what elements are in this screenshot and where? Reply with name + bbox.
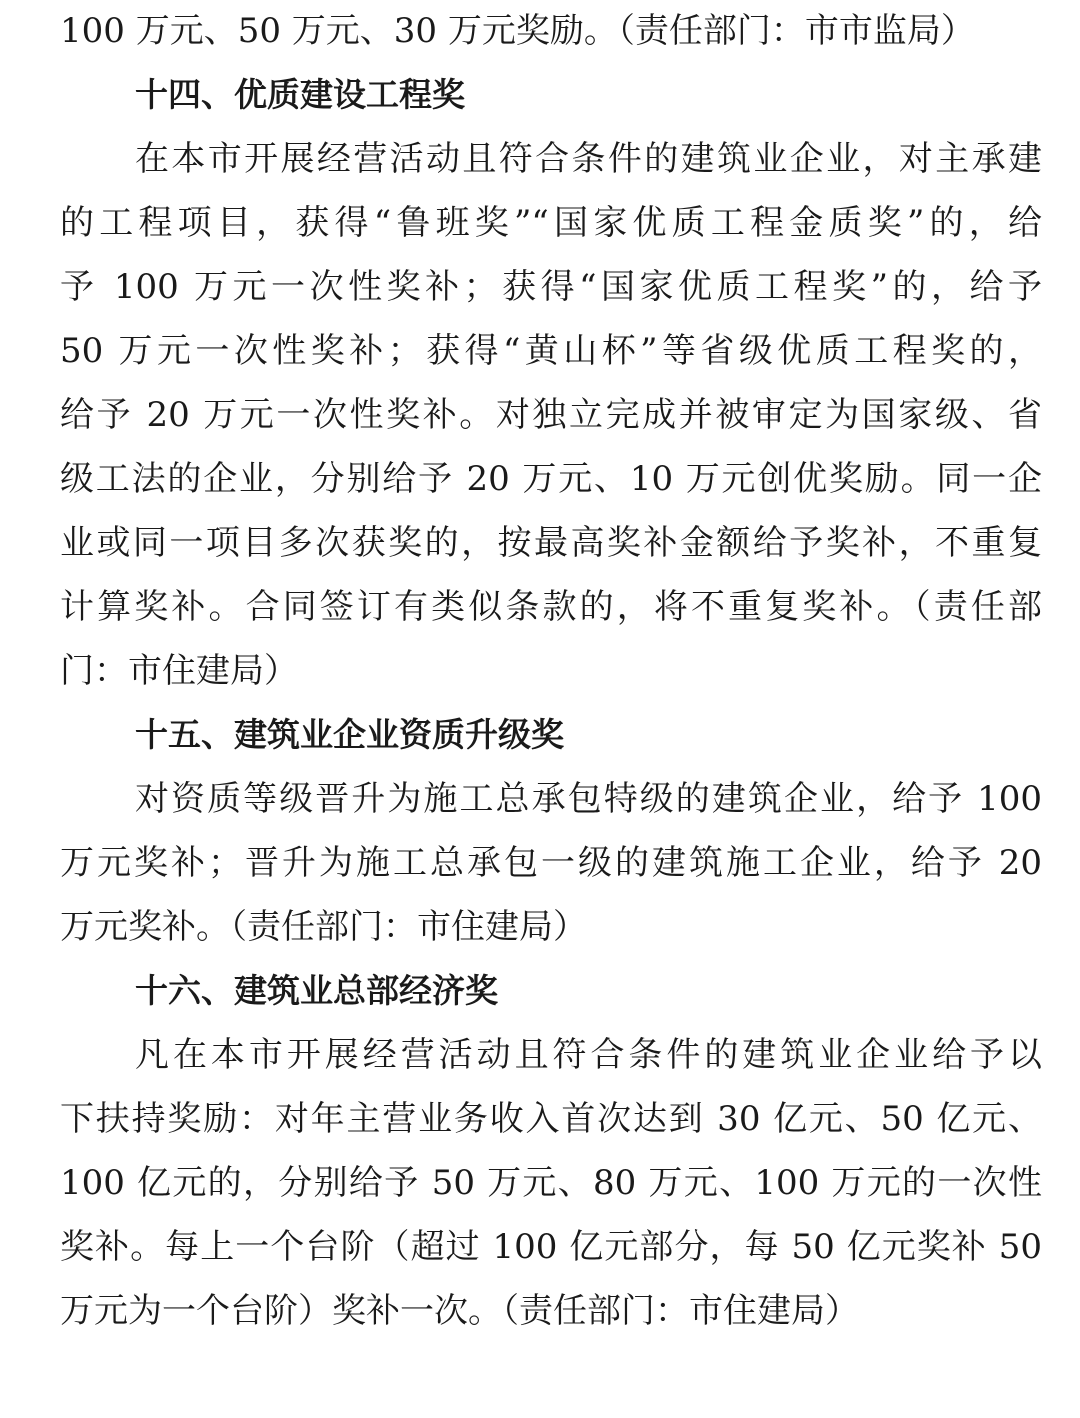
paragraph-line: 业或同一项目多次获奖的，按最高奖补金额给予奖补，不重复 — [60, 523, 1042, 563]
paragraph-line: 对资质等级晋升为施工总承包特级的建筑企业，给予 100 — [135, 779, 1042, 819]
paragraph-line: 给予 20 万元一次性奖补。对独立完成并被审定为国家级、省 — [60, 395, 1042, 435]
paragraph-line: 级工法的企业，分别给予 20 万元、10 万元创优奖励。同一企 — [60, 459, 1042, 499]
paragraph-line: 万元为一个台阶）奖补一次。（责任部门：市住建局） — [60, 1291, 859, 1331]
document-page — [60, 0, 1042, 1343]
paragraph-line: 计算奖补。合同签订有类似条款的，将不重复奖补。（责任部 — [60, 587, 1042, 627]
paragraph-line: 凡在本市开展经营活动且符合条件的建筑业企业给予以 — [135, 1035, 1042, 1075]
paragraph-line: 门：市住建局） — [60, 651, 298, 691]
paragraph-line: 万元奖补；晋升为施工总承包一级的建筑施工企业，给予 20 — [60, 843, 1042, 883]
paragraph-line: 100 亿元的，分别给予 50 万元、80 万元、100 万元的一次性 — [60, 1163, 1042, 1203]
paragraph-line: 的工程项目，获得“鲁班奖”“国家优质工程金质奖”的，给 — [60, 203, 1042, 243]
section-heading-15: 十五、建筑业企业资质升级奖 — [135, 715, 564, 754]
paragraph-line: 奖补。每上一个台阶（超过 100 亿元部分，每 50 亿元奖补 50 — [60, 1227, 1042, 1267]
paragraph-line: 50 万元一次性奖补；获得“黄山杯”等省级优质工程奖的， — [60, 331, 1042, 371]
paragraph-line: 予 100 万元一次性奖补；获得“国家优质工程奖”的，给予 — [60, 267, 1042, 307]
section-heading-16: 十六、建筑业总部经济奖 — [135, 971, 498, 1010]
paragraph-line: 万元奖补。（责任部门：市住建局） — [60, 907, 587, 947]
section-heading-14: 十四、优质建设工程奖 — [135, 75, 465, 114]
paragraph-line: 100 万元、50 万元、30 万元奖励。（责任部门：市市监局） — [60, 11, 975, 51]
paragraph-line: 在本市开展经营活动且符合条件的建筑业企业，对主承建 — [135, 139, 1042, 179]
paragraph-line: 下扶持奖励：对年主营业务收入首次达到 30 亿元、50 亿元、 — [60, 1099, 1042, 1139]
